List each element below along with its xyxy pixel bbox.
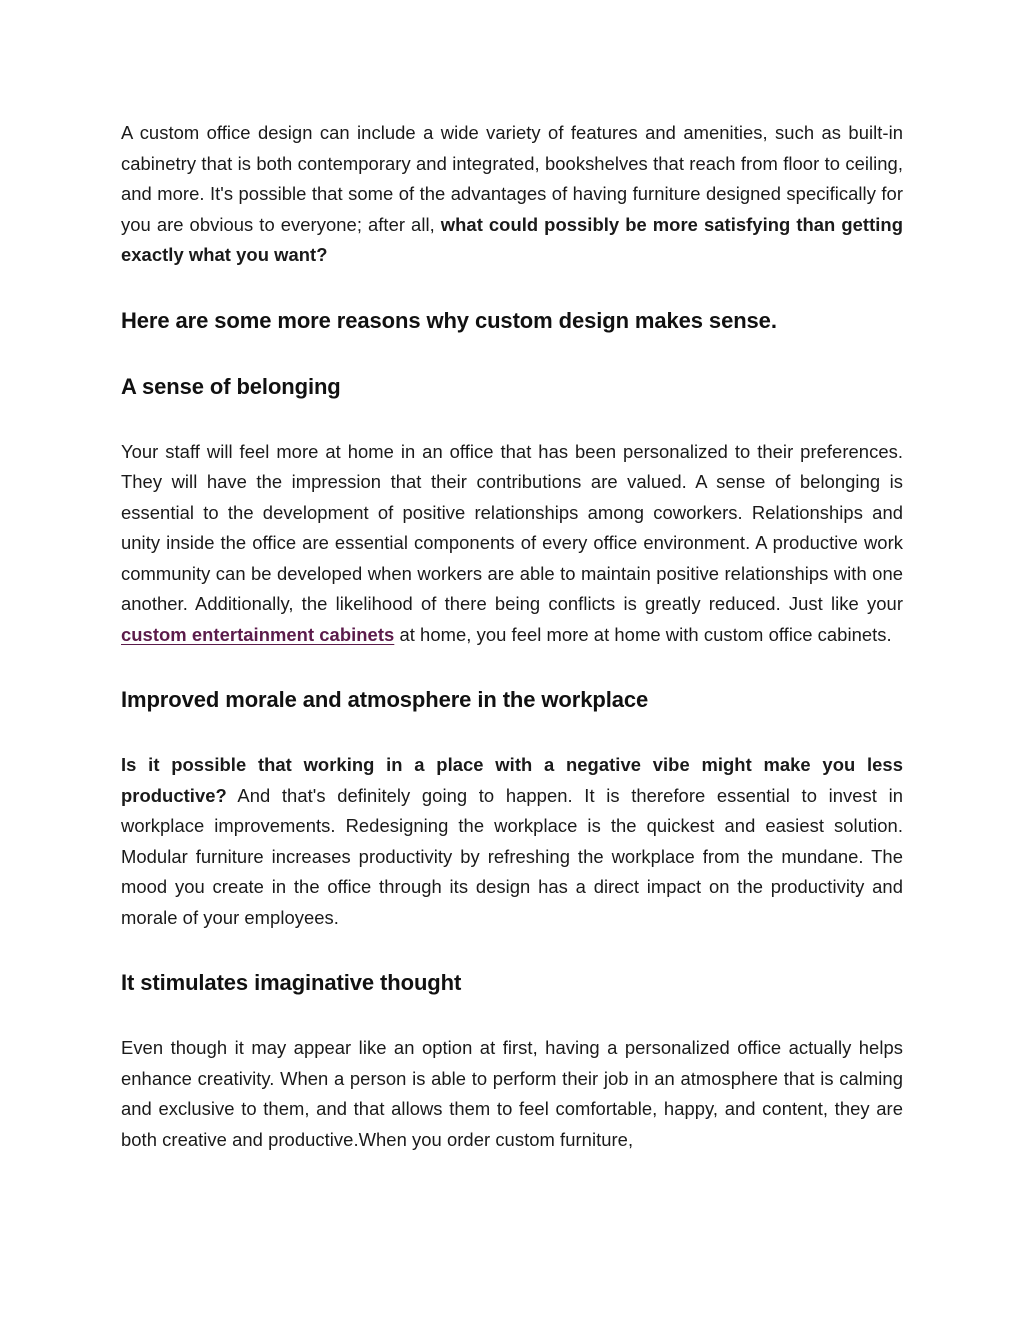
- custom-entertainment-cabinets-link[interactable]: custom entertainment cabinets: [121, 623, 395, 645]
- morale-bold-question: Is it possible that working in a place with a negative vibe might make you less productive?: [121, 754, 903, 806]
- intro-bold-question: what could possibly be more satisfying than getting exactly what you want?: [121, 213, 903, 265]
- document-page: [121, 118, 903, 1155]
- imagination-heading: It stimulates imaginative thought: [121, 970, 462, 995]
- reasons-heading: Here are some more reasons why custom design makes sense.: [121, 307, 777, 333]
- belonging-heading: A sense of belonging: [121, 373, 341, 399]
- morale-paragraph: [121, 750, 903, 933]
- intro-text: A custom office design can include a wide variety of features and amenities, such as built-in cabinetry that is both contemporary and integrated, bookshelves that reach from floor to ceiling, and more. It's possible that some of the advantages of having furniture designed specifically for you are obvious to everyone; after all,: [121, 122, 903, 235]
- belonging-text: Your staff will feel more at home in an office that has been personalized to their preferences. They will have the impression that their contributions are valued. A sense of belonging is essential to the development of positive relationships among coworkers. Relationships and unity inside the office are essential components of every office environment. A productive work community can be developed when workers are able to maintain positive relationships with one another. Additionally, the likelihood of there being conflicts is greatly reduced. Just like your: [121, 440, 903, 614]
- intro-paragraph: [121, 118, 903, 271]
- belonging-text-end: at home, you feel more at home with custom office cabinets.: [394, 623, 892, 645]
- belonging-paragraph: [121, 437, 903, 651]
- morale-heading: Improved morale and atmosphere in the workplace: [121, 687, 649, 712]
- morale-text: And that's definitely going to happen. It is therefore essential to invest in workplace improvements. Redesigning the workplace is the quickest and easiest solution. Modular furniture increases productivity by refreshing the workplace from the mundane. The mood you create in the office through its design has a direct impact on the productivity and morale of your employees.: [121, 784, 903, 928]
- imagination-paragraph: [121, 1033, 903, 1155]
- imagination-text: Even though it may appear like an option at first, having a personalized office actually helps enhance creativity. When a person is able to perform their job in an atmosphere that is calming and exclusive to them, and that allows them to feel comfortable, happy, and content, they are both creative and productive.When you order custom furniture,: [121, 1037, 903, 1150]
